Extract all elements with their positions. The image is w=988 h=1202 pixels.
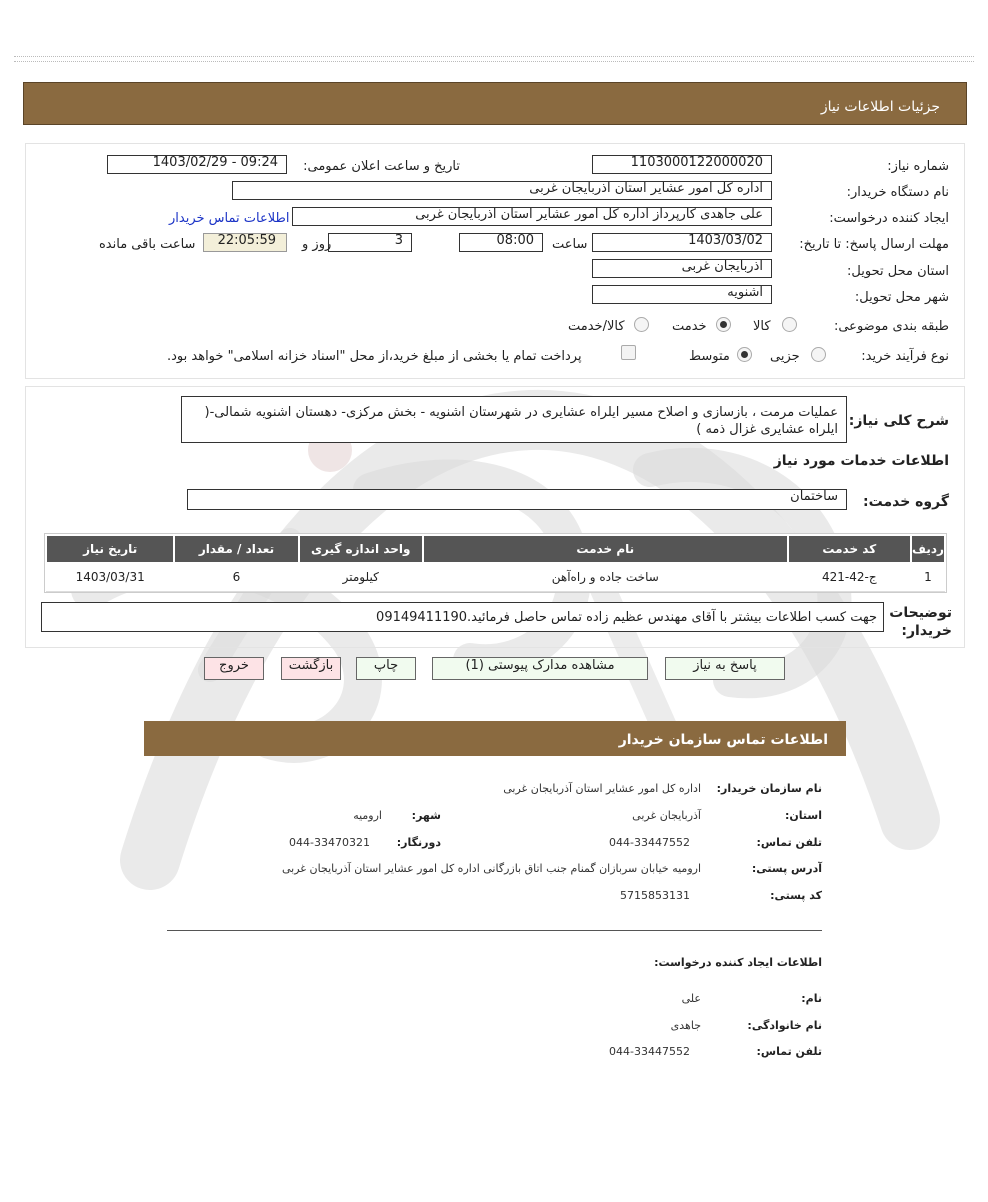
category-radio-both[interactable] [634, 317, 649, 332]
table-row [46, 563, 945, 591]
payment-note: پرداخت تمام یا بخشی از مبلغ خرید،از محل "اسناد خزانه اسلامی" خواهد بود. [167, 349, 582, 364]
deadline-time-field: 08:00 [459, 233, 543, 252]
buyer-label: نام دستگاه خریدار: [846, 185, 949, 200]
deadline-hour-label: ساعت [552, 237, 588, 252]
requester-phone-value: 044-33447552 [609, 1045, 690, 1058]
cell-name: ساخت جاده و راه‌آهن [423, 563, 788, 591]
requester-name-label: نام: [801, 992, 822, 1005]
services-title: اطلاعات خدمات مورد نیاز [773, 453, 949, 469]
buyer-contact-link[interactable]: اطلاعات تماس خریدار [169, 211, 290, 226]
description-label: شرح کلی نیاز: [848, 413, 949, 429]
org-phone-label: تلفن تماس: [756, 836, 822, 849]
top-divider [14, 56, 974, 62]
exit-button[interactable]: خروج [204, 657, 264, 680]
org-fax-value: 044-33470321 [289, 836, 370, 849]
requester-phone-label: تلفن تماس: [756, 1045, 822, 1058]
back-button[interactable]: بازگشت [281, 657, 341, 680]
city-field: اشنویه [592, 285, 772, 304]
category-label: طبقه بندی موضوعی: [833, 319, 949, 334]
print-button[interactable]: چاپ [356, 657, 416, 680]
org-postal-label: کد پستی: [770, 889, 822, 902]
reply-button[interactable]: پاسخ به نیاز [665, 657, 785, 680]
org-phone-value: 044-33447552 [609, 836, 690, 849]
org-contact-title: اطلاعات تماس سازمان خریدار [618, 732, 828, 748]
deadline-date-field: 1403/03/02 [592, 233, 772, 252]
org-address-label: آدرس پستی: [751, 862, 822, 875]
category-radio-service[interactable] [716, 317, 731, 332]
cell-code: ج-42-421 [788, 563, 911, 591]
org-contact-header [144, 721, 846, 756]
province-field: آذربایجان غربی [592, 259, 772, 278]
requester-title: اطلاعات ایجاد کننده درخواست: [654, 956, 822, 969]
org-address-value: ارومیه خیابان سربازان گمنام جنب اتاق بازرگانی اداره کل امور عشایر استان آذربایجان غربی [281, 862, 701, 875]
process-option-minor: جزیی [770, 349, 800, 364]
buyer-notes-box: جهت کسب اطلاعات بیشتر با آقای مهندس عظیم زاده تماس حاصل فرمائید.09149411190 [41, 602, 884, 632]
page-title: جزئیات اطلاعات نیاز [820, 99, 940, 115]
requester-name-value: علی [681, 992, 701, 1005]
process-radio-minor[interactable] [811, 347, 826, 362]
org-fax-label: دورنگار: [396, 836, 441, 849]
buyer-notes-label: توضیحات خریدار: [889, 605, 952, 639]
org-province-value: آذربایجان غربی [632, 809, 701, 822]
service-group-label: گروه خدمت: [863, 494, 949, 510]
treasury-checkbox[interactable] [621, 345, 636, 360]
cell-date: 1403/03/31 [46, 563, 174, 591]
deadline-label: مهلت ارسال پاسخ: تا تاریخ: [799, 237, 949, 252]
process-radio-medium[interactable] [737, 347, 752, 362]
need-info-panel [25, 143, 965, 379]
category-option-service: خدمت [672, 319, 707, 334]
section-divider [167, 930, 822, 931]
need-number-field: 1103000122000020 [592, 155, 772, 174]
process-label: نوع فرآیند خرید: [861, 349, 949, 364]
province-label: استان محل تحویل: [847, 264, 949, 279]
creator-field: علی جاهدی کارپرداز اداره کل امور عشایر استان آذربایجان غربی [292, 207, 772, 226]
col-unit: واحد اندازه گیری [299, 535, 423, 563]
org-name-label: نام سازمان خریدار: [716, 782, 822, 795]
description-box [181, 396, 847, 443]
cell-qty: 6 [174, 563, 298, 591]
col-date: تاریخ نیاز [46, 535, 174, 563]
services-table-frame [44, 533, 947, 593]
creator-label: ایجاد کننده درخواست: [829, 211, 949, 226]
col-name: نام خدمت [423, 535, 788, 563]
org-city-value: ارومیه [353, 809, 382, 822]
announce-date-label: تاریخ و ساعت اعلان عمومی: [303, 159, 460, 174]
cell-row: 1 [911, 563, 945, 591]
announce-date-field: 1403/02/29 - 09:24 [107, 155, 287, 174]
cell-unit: کیلومتر [299, 563, 423, 591]
services-table-header [46, 535, 945, 563]
col-row: ردیف [911, 535, 945, 563]
page-header [23, 82, 967, 125]
remaining-time: 22:05:59 [203, 233, 287, 252]
service-group-field: ساختمان [187, 489, 847, 510]
days-field: 3 [328, 233, 412, 252]
view-attachments-button[interactable]: مشاهده مدارک پیوستی (1) [432, 657, 648, 680]
need-number-label: شماره نیاز: [887, 159, 949, 174]
org-province-label: استان: [785, 809, 822, 822]
org-city-label: شهر: [411, 809, 441, 822]
days-label: روز و [302, 237, 332, 252]
city-label: شهر محل تحویل: [854, 290, 949, 305]
col-qty: تعداد / مقدار [174, 535, 298, 563]
services-table [45, 534, 946, 592]
category-option-goods: کالا [753, 319, 771, 334]
remaining-label: ساعت باقی مانده [99, 237, 196, 252]
process-option-medium: متوسط [689, 349, 730, 364]
requester-family-label: نام خانوادگی: [747, 1019, 822, 1032]
category-radio-goods[interactable] [782, 317, 797, 332]
org-postal-value: 5715853131 [620, 889, 690, 902]
category-option-both: کالا/خدمت [568, 319, 625, 334]
requester-family-value: جاهدی [670, 1019, 701, 1032]
col-code: کد خدمت [788, 535, 911, 563]
org-name-value: اداره کل امور عشایر استان آذربایجان غربی [503, 782, 701, 795]
description-text: عملیات مرمت ، بازسازی و اصلاح مسیر ایلراه عشایری در شهرستان اشنویه - بخش مرکزی- دهستان اشنویه شمالی-( ایلراه عشایری غزال ذمه ) [204, 405, 838, 437]
buyer-field: اداره کل امور عشایر استان آذربایجان غربی [232, 181, 772, 200]
